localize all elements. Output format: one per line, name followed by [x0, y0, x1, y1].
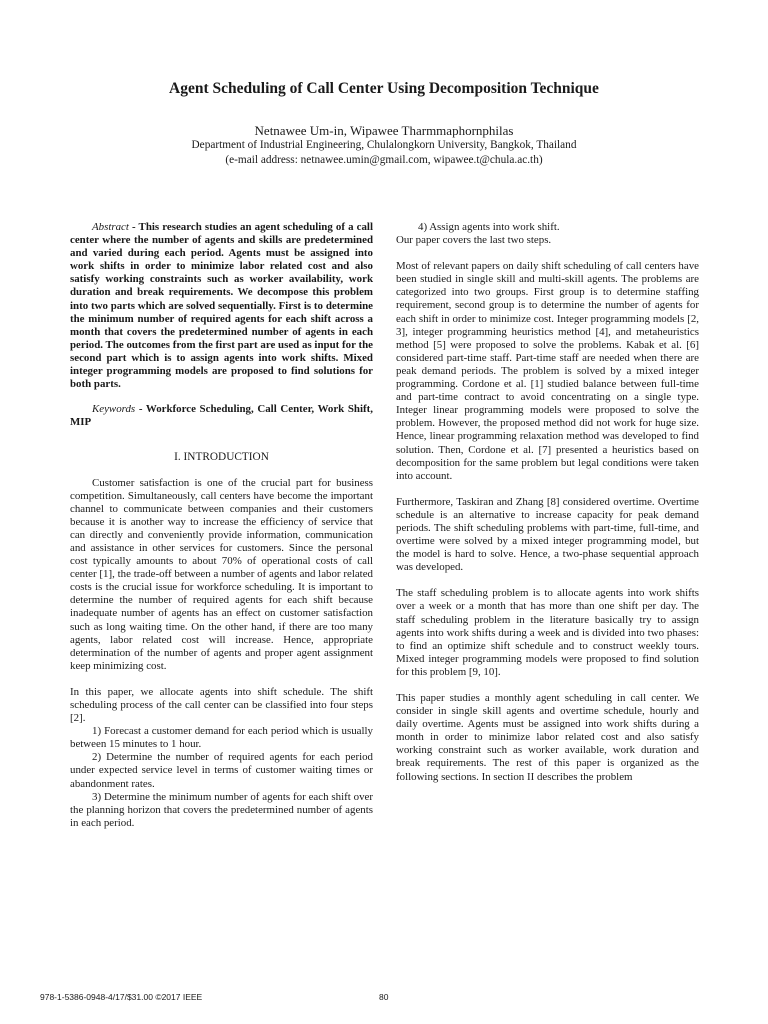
body-paragraph: Furthermore, Taskiran and Zhang [8] considered overtime. Overtime schedule is an alternative to increase capacity for peak demand periods. The shift scheduling problems with part-time, full-time, and overtime were solved by a mixed integer programming model, but the model is hard to solve. Hence, a two-phase sequential approach was developed. — [396, 495, 699, 574]
paper-authors: Netnawee Um-in, Wipawee Tharmmaphornphilas — [254, 123, 514, 138]
body-paragraph: Most of relevant papers on daily shift scheduling of call centers have been studied in single skill and multi-skill agents. The problems are categorized into two groups. First group is to determine staffing requirement, second group is to determine the number of agents for each shift in order to minimize cost. Integer programming models [2, 3], integer programming heuristics method [4], and metaheuristics method [5] were proposed to solve the problems. Kabak et al. [6] considered part-time staff. Part-time staff are needed when there are peak demand periods. The problem is solved by a mixed integer programming. Cordone et al. [1] studied balance between full-time and part-time contract to avoid concentrating on a single type. Integer linear programming models were proposed to solve the problem. However, the proposed method did not work for huge size. Hence, linear programming relaxation method was developed to find solution. Then, Cordone et al. [7] presented a heuristics based on decomposition for the same problem but legal conditions were taken into account. — [396, 260, 699, 482]
step-item: 1) Forecast a customer demand for each period which is usually between 15 minutes to 1 hour. — [70, 725, 373, 751]
body-paragraph: Our paper covers the last two steps. — [396, 234, 552, 247]
keywords — [70, 403, 373, 429]
footer-isbn: 978-1-5386-0948-4/17/$31.00 ©2017 IEEE — [40, 992, 203, 1002]
author-affiliation: Department of Industrial Engineering, Chulalongkorn University, Bangkok, Thailand — [191, 139, 577, 151]
section-heading-introduction: I. INTRODUCTION — [174, 451, 269, 464]
keywords-text: - Workforce Scheduling, Call Center, Work Shift, MIP — [70, 403, 373, 429]
right-column — [396, 221, 699, 784]
author-email: (e-mail address: netnawee.umin@gmail.com, wipawee.t@chula.ac.th) — [225, 154, 543, 166]
step-item: 2) Determine the number of required agents for each period under expected service level in terms of customer waiting times or abandonment rates. — [70, 751, 373, 790]
abstract-label: Abstract — [92, 221, 129, 233]
abstract — [70, 221, 373, 391]
paper-title: Agent Scheduling of Call Center Using Decomposition Technique — [169, 80, 599, 97]
body-paragraph: The staff scheduling problem is to allocate agents into work shifts over a week or a month that has more than one shift per day. The staff scheduling problem in the literature basically try to assign agents into work shifts during a week and is divided into two phases: to find an optimize shift schedule and to construct weekly tours. Mixed integer programming models were proposed to find solution for this problem [9, 10]. — [396, 587, 699, 678]
body-paragraph: Customer satisfaction is one of the crucial part for business competition. Simultaneously, call centers have become the important channel to communicate between companies and their customers because it is another way to increase the efficiency of service that can directly and conveniently provide information, communication and assistance in other services for customers. Since the personal cost typically amounts to about 70% of operational costs of call center [1], the trade-off between a number of agents and labor related costs is the crucial issue for workforce scheduling. It is important to determine the number of required agents for each shift because inadequate number of agents has an effect on customer satisfaction such as long waiting time. On the other hand, if there are too many agents, labor related cost will increase. Hence, appropriate determination of the number of agents and proper agent assignment keep minimizing cost. — [70, 476, 373, 672]
keywords-label: Keywords — [92, 403, 136, 416]
left-column — [70, 221, 373, 830]
page-number: 80 — [379, 992, 389, 1002]
abstract-text: - This research studies an agent scheduling of a call center where the number of agents and skills are predetermined and varied during each period. Agents must be assigned into work shifts in order to minimize labor related cost and also satisfy working constraints such as worker availability, work duration and break requirements. We decompose this problem into two parts which are solved sequentially. First is to determine the minimum number of required agents for each shift across a month that covers the predetermined number of agents in each period. The outcomes from the first part are used as input for the second part which is to assign agents into work shifts. Mixed integer programming models are proposed to find solutions for both parts. — [70, 221, 373, 391]
step-item: 3) Determine the minimum number of agents for each shift over the planning horizon that covers the predetermined number of agents in each period. — [70, 790, 373, 829]
body-paragraph: This paper studies a monthly agent scheduling in call center. We consider in single skill agents and overtime schedule, hourly and daily overtime. Agents must be assigned into work shifts during a month in order to minimize labor related cost and also satisfy working constraint such as worker available, work duration and break requirements. The rest of this paper is organized as the following sections. In section II describes the problem — [396, 692, 699, 783]
body-paragraph: In this paper, we allocate agents into shift schedule. The shift scheduling process of the call center can be classified into four steps [2]. — [70, 685, 373, 725]
step-item: 4) Assign agents into work shift. — [418, 221, 560, 233]
